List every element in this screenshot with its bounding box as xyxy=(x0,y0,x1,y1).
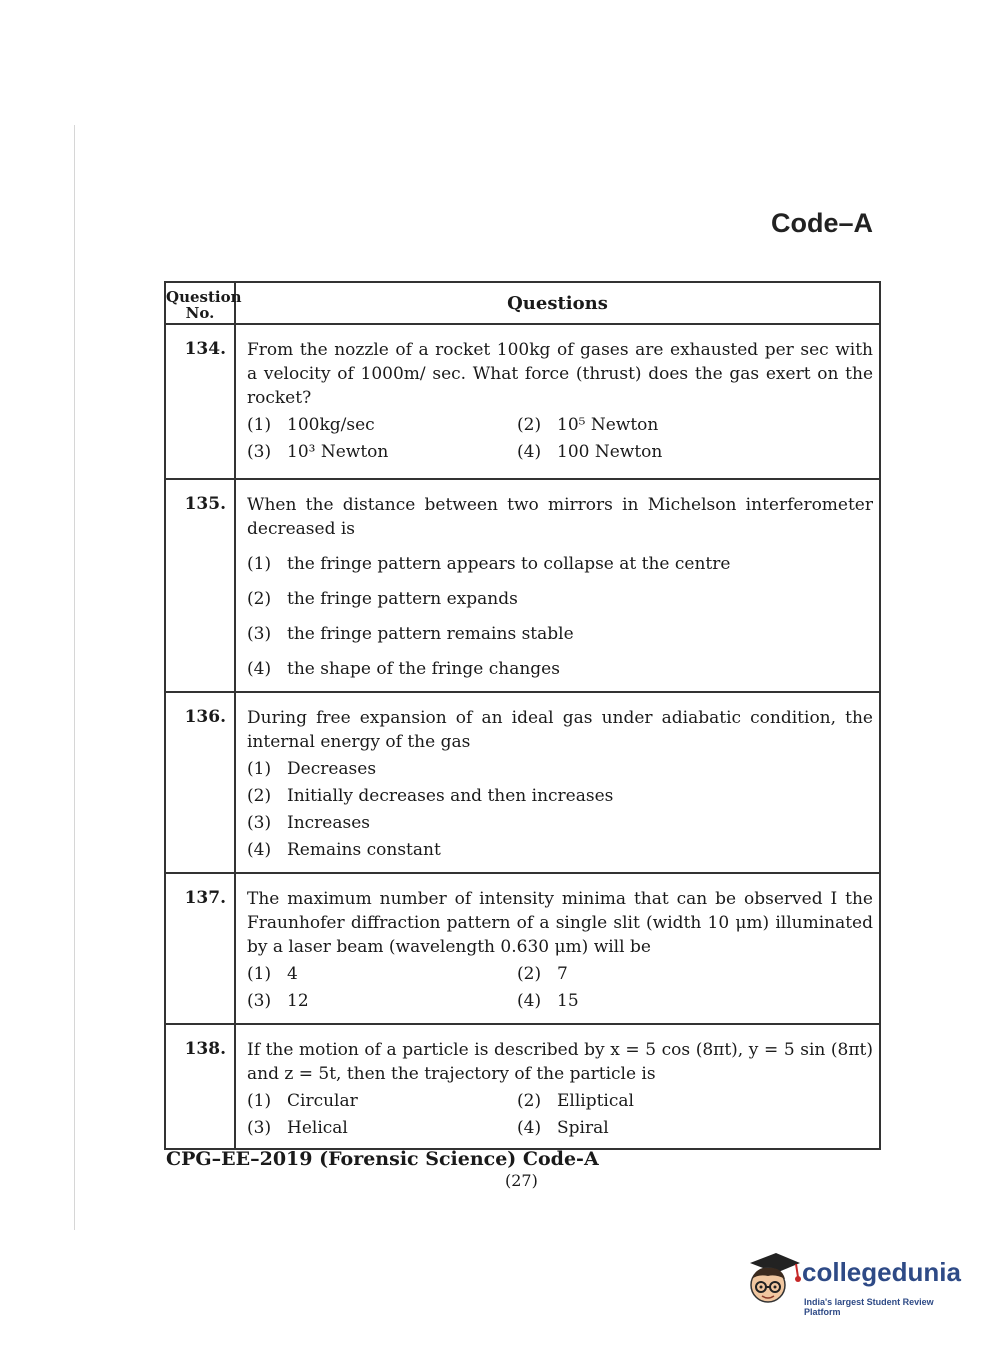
page-code-header: Code–A xyxy=(770,208,873,238)
option xyxy=(247,622,873,646)
options-grid xyxy=(247,1089,873,1140)
option-text: 4 xyxy=(287,964,298,984)
options-list xyxy=(247,552,873,681)
option-number: (2) xyxy=(247,589,272,609)
option-text: Elliptical xyxy=(557,1091,634,1111)
option xyxy=(517,413,873,437)
question-cell xyxy=(235,873,880,1024)
page-number: (27) xyxy=(505,1171,538,1190)
option-text: 100kg/sec xyxy=(287,415,375,435)
option xyxy=(517,1116,873,1140)
questions-header: Questions xyxy=(235,282,880,324)
question-number: 136. xyxy=(165,692,235,873)
option-number: (2) xyxy=(517,415,542,435)
option-text: the fringe pattern remains stable xyxy=(287,624,574,644)
question-number: 137. xyxy=(165,873,235,1024)
option xyxy=(247,757,873,781)
options-list xyxy=(247,757,873,862)
question-text: When the distance between two mirrors in Michelson interferometer decreased is xyxy=(247,495,873,539)
option-number: (4) xyxy=(517,991,542,1011)
option-number: (4) xyxy=(517,1118,542,1138)
option-number: (1) xyxy=(247,759,272,779)
option xyxy=(517,1089,873,1113)
option-text: 15 xyxy=(557,991,579,1011)
option-number: (3) xyxy=(247,1118,272,1138)
option-number: (4) xyxy=(517,442,542,462)
mascot-icon xyxy=(742,1249,802,1311)
option-text: Increases xyxy=(287,813,371,833)
option xyxy=(247,1116,517,1140)
question-text: From the nozzle of a rocket 100kg of gases are exhausted per sec with a velocity of 1000m/ sec. What force (thrust) does the gas exert on the rocket? xyxy=(247,340,873,408)
option-number: (1) xyxy=(247,964,272,984)
option-number: (1) xyxy=(247,554,272,574)
option-number: (2) xyxy=(517,1091,542,1111)
option xyxy=(247,962,517,986)
question-number: 138. xyxy=(165,1024,235,1149)
option-text: the fringe pattern appears to collapse at the centre xyxy=(287,554,731,574)
option xyxy=(247,587,873,611)
option-text: Initially decreases and then increases xyxy=(287,786,614,806)
option xyxy=(247,413,517,437)
question-cell xyxy=(235,324,880,479)
option xyxy=(517,962,873,986)
option-number: (4) xyxy=(247,659,272,679)
option xyxy=(247,838,873,862)
option xyxy=(247,784,873,808)
option-number: (3) xyxy=(247,442,272,462)
option-text: 100 Newton xyxy=(557,442,663,462)
option-text: the shape of the fringe changes xyxy=(287,659,560,679)
question-text: The maximum number of intensity minima that can be observed I the Fraunhofer diffraction pattern of a single slit (width 10 μm) illuminated by a laser beam (wavelength 0.630 μm) will be xyxy=(247,889,873,957)
option xyxy=(247,989,517,1013)
option xyxy=(247,1089,517,1113)
option-number: (2) xyxy=(247,786,272,806)
logo-name: collegedunia xyxy=(802,1257,961,1287)
question-cell xyxy=(235,692,880,873)
footer-title: CPG–EE–2019 (Forensic Science) Code-A xyxy=(166,1148,599,1170)
options-grid xyxy=(247,962,873,1013)
option-text: Circular xyxy=(287,1091,358,1111)
question-cell xyxy=(235,479,880,692)
option-text: Helical xyxy=(287,1118,348,1138)
option-number: (3) xyxy=(247,991,272,1011)
option-text: 7 xyxy=(557,964,568,984)
question-number: 134. xyxy=(165,324,235,479)
option-number: (4) xyxy=(247,840,272,860)
option xyxy=(247,440,517,464)
option xyxy=(247,811,873,835)
option-number: (1) xyxy=(247,415,272,435)
option xyxy=(247,552,873,576)
option xyxy=(517,440,873,464)
option-number: (2) xyxy=(517,964,542,984)
question-cell xyxy=(235,1024,880,1149)
page-margin-line xyxy=(74,125,75,1230)
collegedunia-logo xyxy=(742,1247,972,1317)
question-row xyxy=(165,873,880,1024)
question-row xyxy=(165,1024,880,1149)
logo-tagline: India's largest Student Review Platform xyxy=(804,1297,934,1317)
option-number: (3) xyxy=(247,624,272,644)
option xyxy=(517,989,873,1013)
option-text: 12 xyxy=(287,991,309,1011)
question-text: If the motion of a particle is described by x = 5 cos (8πt), y = 5 sin (8πt) and z = 5t, then the trajectory of the particle is xyxy=(247,1040,873,1084)
option-text: Remains constant xyxy=(287,840,441,860)
option-number: (1) xyxy=(247,1091,272,1111)
question-no-header: Question No. xyxy=(165,282,235,324)
option-text: Decreases xyxy=(287,759,377,779)
option-text: 10³ Newton xyxy=(287,442,389,462)
question-row xyxy=(165,692,880,873)
option-text: the fringe pattern expands xyxy=(287,589,518,609)
question-number: 135. xyxy=(165,479,235,692)
question-text: During free expansion of an ideal gas under adiabatic condition, the internal energy of the gas xyxy=(247,708,873,752)
table-header-row xyxy=(165,282,880,324)
option-number: (3) xyxy=(247,813,272,833)
option xyxy=(247,657,873,681)
options-grid xyxy=(247,413,873,464)
questions-table xyxy=(164,281,881,1150)
question-row xyxy=(165,324,880,479)
question-row xyxy=(165,479,880,692)
option-text: 10⁵ Newton xyxy=(557,415,659,435)
option-text: Spiral xyxy=(557,1118,609,1138)
